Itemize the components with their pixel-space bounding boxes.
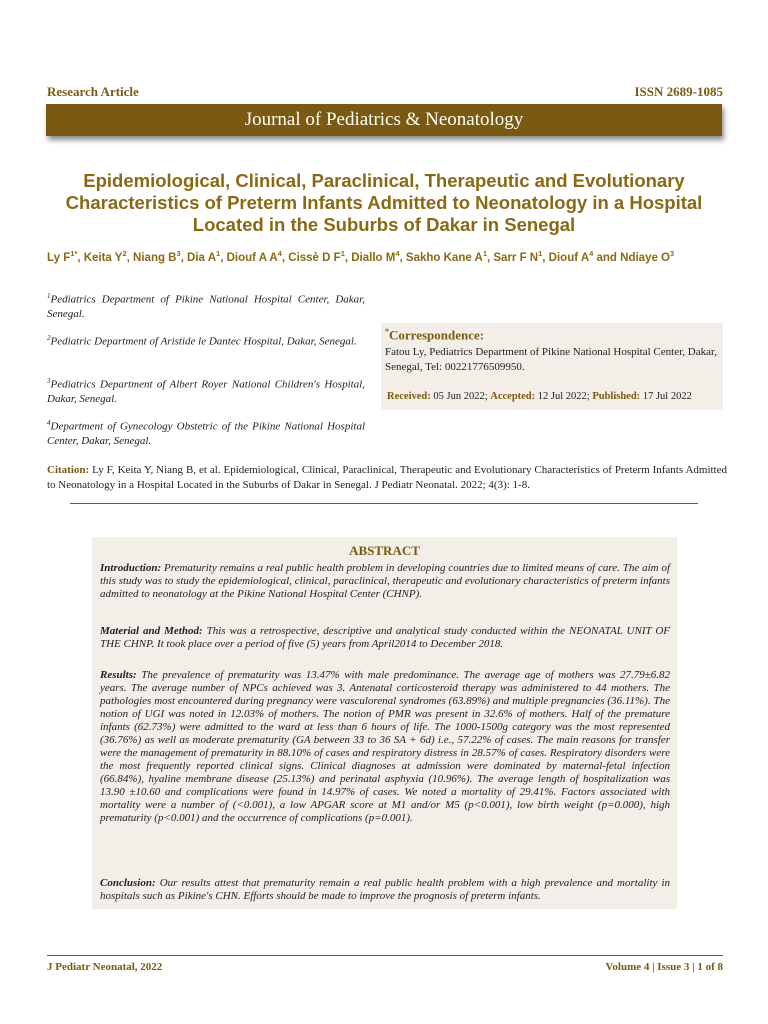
author-list: Ly $F^{1*}$, Keita $Y^2$, Niang $B^3$, Dia $A^1$, Diouf A $A^4$, Cissè D $F^1$, Diallo $M^4$, Sakho Kane $A^1$, Sarr F $N^1$, Diouf $A^4$ and Ndiaye $O^3$ [47, 249, 675, 264]
abstract-introduction: Introduction: Prematurity remains a real public health problem in developing countries due to limited means of care. The aim of this study was to study the epidemiological, clinical, paraclinical, therapeutic and evolutionary characteristics of preterm infants admitted to neonatology at the Pikine National Hospital Center (CHNP). [100, 562, 670, 600]
citation: Citation: Ly F, Keita Y, Niang B, et al. Epidemiological, Clinical, Paraclinical, Therapeutic and Evolutionary Characteristics of Preterm Infants Admitted to Neonatology in a Hospital Located in the Suburbs of Dakar in Senegal. J Pediatr Neonatal. 2022; 4(3): 1-8. [47, 464, 727, 491]
paper-title: Epidemiological, Clinical, Paraclinical, Therapeutic and Evolutionary Characteristics of Preterm Infants Admitted to Neonatology in a Hospital Located in the Suburbs of Dakar in Senegal [65, 170, 703, 235]
journal-banner: Journal of Pediatrics & Neonatology [46, 104, 722, 136]
affiliation-4: $^4$Department of Gynecology Obstetric of the Pikine National Hospital Center, Dakar, Senegal. [47, 419, 365, 447]
abstract-conclusion: Conclusion: Our results attest that prematurity remain a real public health problem with a high prevalence and mortality in hospitals such as Pikine's CHN. Efforts should be made to improve the prognosis of preterm infants. [100, 877, 671, 902]
abstract-methods: Material and Method: This was a retrospective, descriptive and analytical study conducted within the NEONATAL UNIT OF THE CHNP. It took place over a period of five (5) years from April2014 to December 2018. [100, 625, 671, 650]
footer-divider [47, 955, 723, 956]
footer-journal: J Pediatr Neonatal, 2022 [47, 961, 163, 973]
article-type: Research Article [47, 84, 139, 99]
correspondence-text: Fatou Ly, Pediatrics Department of Pikine National Hospital Center, Dakar, Senegal, Tel: 00221776509950. [385, 346, 717, 373]
abstract-heading: ABSTRACT [349, 543, 420, 558]
affiliation-1: $^1$Pediatrics Department of Pikine National Hospital Center, Dakar, Senegal. [47, 292, 365, 320]
affiliation-3: $^3$Pediatrics Department of Albert Royer National Children's Hospital, Dakar, Senegal. [47, 377, 365, 405]
issn: ISSN 2689-1085 [634, 84, 723, 99]
affiliation-2: $^2$Pediatric Department of Aristide le Dantec Hospital, Dakar, Senegal. [47, 334, 357, 348]
footer-page-info: Volume 4 | Issue 3 | 1 of 8 [605, 961, 723, 973]
divider [70, 503, 698, 504]
publication-dates: Received: 05 Jun 2022; Accepted: 12 Jul 2022; Published: 17 Jul 2022 [387, 391, 692, 402]
correspondence-label: *Correspondence: [385, 327, 485, 343]
abstract-results: Results: The prevalence of prematurity was 13.47% with male predominance. The average age of mothers was 27.79±6.82 years. The average number of NPCs achieved was 3. Antenatal corticosteroid therapy was administered to 44 mothers. The pathologies most encountered during pregnancy were vasculorenal syndromes (63.89%) and multiple pregnancies (36.11%). The notion of UGI was noted in 12.03% of mothers. The notion of PMR was present in 32.6% of mothers. Half of the premature infants (62.73%) were admitted to the ward at less than 6 hours of life. The 1000-1500g category was the most represented (36.76%) as well as moderate prematurity (GA between 33 to 36 SA + 6d) i.e., 57.22% of cases. The main reasons for transfer were the management of prematurity in 88.10% of cases and respiratory distress in 28.57% of cases. Respiratory disorders were the most frequently reported clinical signs. Clinical diagnoses at admission were dominated by maternal-fetal infection (66.84%), hyaline membrane disease (25.13%) and perinatal asphyxia (10.96%). The average length of hospitalization was 13.90 ±10.60 and complications were found in 14.97% of cases. We noted a mortality of 29.41%. Factors associated with mortality were a number of (<0.001), a low APGAR score at M1 and/or M5 (p<0.001), low birth weight (p=0.000), high prematurity (p<0.001) and the occurrence of complications (p=0.001). [100, 669, 671, 824]
